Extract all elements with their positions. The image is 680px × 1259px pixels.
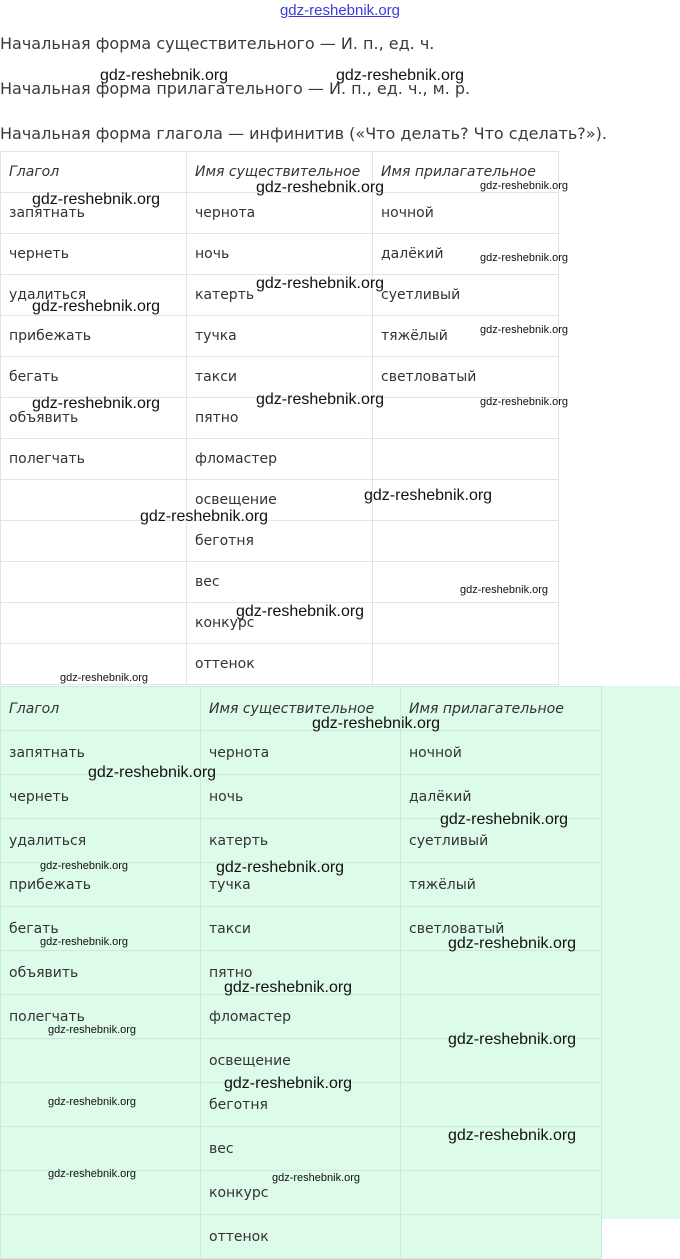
table-cell [373,480,559,521]
table-cell [401,1127,602,1171]
watermark: gdz-reshebnik.org [32,395,161,412]
table-cell [1,1127,201,1171]
table-cell: фломастер [201,995,401,1039]
watermark: gdz-reshebnik.org [48,1024,137,1036]
watermark: gdz-reshebnik.org [256,179,385,196]
watermark: gdz-reshebnik.org [140,508,269,525]
table-row [1,1127,602,1171]
table-cell: объявить [1,398,187,439]
watermark: gdz-reshebnik.org [448,935,577,952]
table-cell [1,562,187,603]
table-cell: суетливый [401,819,602,863]
table-cell: запятнать [1,731,201,775]
table-cell: катерть [201,819,401,863]
table-cell [1,1083,201,1127]
watermark: gdz-reshebnik.org [32,191,161,208]
watermark: gdz-reshebnik.org [480,252,569,264]
table-cell: чернеть [1,775,201,819]
table-row [1,1083,602,1127]
table-row [1,907,602,951]
site-link[interactable]: gdz-reshebnik.org [279,2,401,19]
watermark: gdz-reshebnik.org [364,487,493,504]
table-cell: оттенок [187,644,373,685]
column-header: Глагол [1,152,187,193]
table-cell: катерть [187,275,373,316]
column-header: Глагол [1,687,201,731]
table-cell: далёкий [373,234,559,275]
table-cell: бегать [1,907,201,951]
table-cell [401,1215,602,1259]
watermark: gdz-reshebnik.org [256,275,385,292]
table-row [1,480,559,521]
table-cell [373,644,559,685]
rule-noun: Начальная форма существительного — И. п., ед. ч. [0,34,435,53]
table-cell [373,603,559,644]
table-cell: далёкий [401,775,602,819]
parts-of-speech-table-highlighted [0,686,602,1259]
watermark: gdz-reshebnik.org [40,936,129,948]
watermark: gdz-reshebnik.org [224,1075,353,1092]
column-header: Имя существительное [187,152,373,193]
table-cell: ночь [187,234,373,275]
watermark: gdz-reshebnik.org [440,811,569,828]
table-cell [373,439,559,480]
table-cell [1,603,187,644]
table-row [1,1039,602,1083]
watermark: gdz-reshebnik.org [480,180,569,192]
table-cell: конкурс [201,1171,401,1215]
table-cell: беготня [201,1083,401,1127]
watermark: gdz-reshebnik.org [272,1172,361,1184]
watermark: gdz-reshebnik.org [224,979,353,996]
watermark: gdz-reshebnik.org [448,1031,577,1048]
table-cell: ночной [373,193,559,234]
table-cell: прибежать [1,863,201,907]
table-cell: тяжёлый [401,863,602,907]
table-cell: вес [187,562,373,603]
table-cell: бегать [1,357,187,398]
table-cell [373,521,559,562]
table-cell: пятно [187,398,373,439]
table-cell: освещение [187,480,373,521]
watermark: gdz-reshebnik.org [312,715,441,732]
table-row [1,521,559,562]
table-cell: такси [187,357,373,398]
watermark: gdz-reshebnik.org [48,1168,137,1180]
table-cell: светловатый [401,907,602,951]
table-row [1,644,559,685]
table-cell: конкурс [187,603,373,644]
table-cell: светловатый [373,357,559,398]
table-cell [1,1039,201,1083]
watermark: gdz-reshebnik.org [236,603,365,620]
table-row [1,951,602,995]
table-cell: объявить [1,951,201,995]
table-cell [1,644,187,685]
watermark: gdz-reshebnik.org [336,67,465,84]
table-cell: чернеть [1,234,187,275]
table-cell: полегчать [1,439,187,480]
table-cell: тяжёлый [373,316,559,357]
table-cell [1,480,187,521]
table-cell [401,951,602,995]
table-row [1,275,559,316]
table-cell: такси [201,907,401,951]
table-row [1,775,602,819]
table-cell [1,1171,201,1215]
rule-adjective: Начальная форма прилагательного — И. п., ед. ч., м. р. [0,79,471,98]
table-cell: ночь [201,775,401,819]
table-cell [373,398,559,439]
table-header-row [1,687,602,731]
watermark: gdz-reshebnik.org [460,584,549,596]
table-cell: удалиться [1,819,201,863]
table-row [1,603,559,644]
watermark: gdz-reshebnik.org [88,764,217,781]
table-cell: полегчать [1,995,201,1039]
table-row [1,193,559,234]
table-row [1,316,559,357]
table-cell: тучка [201,863,401,907]
table-row [1,234,559,275]
column-header: Имя прилагательное [373,152,559,193]
table-cell: освещение [201,1039,401,1083]
table-row [1,562,559,603]
table-cell: суетливый [373,275,559,316]
table-cell: удалиться [1,275,187,316]
column-header: Имя прилагательное [401,687,602,731]
table-cell [401,1171,602,1215]
rule-verb: Начальная форма глагола — инфинитив («Что делать? Что сделать?»). [0,124,607,143]
table-cell: оттенок [201,1215,401,1259]
table-cell [373,562,559,603]
table-row [1,1171,602,1215]
table-cell [401,1039,602,1083]
watermark: gdz-reshebnik.org [480,396,569,408]
watermark: gdz-reshebnik.org [216,859,345,876]
watermark: gdz-reshebnik.org [480,324,569,336]
table-cell [401,995,602,1039]
watermark: gdz-reshebnik.org [40,860,129,872]
watermark: gdz-reshebnik.org [448,1127,577,1144]
parts-of-speech-table [0,151,559,685]
table-row [1,819,602,863]
watermark: gdz-reshebnik.org [256,391,385,408]
column-header: Имя существительное [201,687,401,731]
table-cell [401,1083,602,1127]
watermark: gdz-reshebnik.org [60,672,149,684]
table-cell: ночной [401,731,602,775]
table-cell: прибежать [1,316,187,357]
watermark: gdz-reshebnik.org [32,298,161,315]
table-header-row [1,152,559,193]
table-cell: чернота [187,193,373,234]
table-cell [1,521,187,562]
table-cell: фломастер [187,439,373,480]
table-cell: вес [201,1127,401,1171]
watermark: gdz-reshebnik.org [100,67,229,84]
table-cell: беготня [187,521,373,562]
table-cell: чернота [201,731,401,775]
table-row [1,731,602,775]
watermark: gdz-reshebnik.org [48,1096,137,1108]
table-cell: пятно [201,951,401,995]
table-cell: запятнать [1,193,187,234]
table-row [1,863,602,907]
table-row [1,398,559,439]
table-cell [1,1215,201,1259]
table-cell: тучка [187,316,373,357]
table-row [1,357,559,398]
table-row [1,1215,602,1259]
table-row [1,995,602,1039]
table-row [1,439,559,480]
